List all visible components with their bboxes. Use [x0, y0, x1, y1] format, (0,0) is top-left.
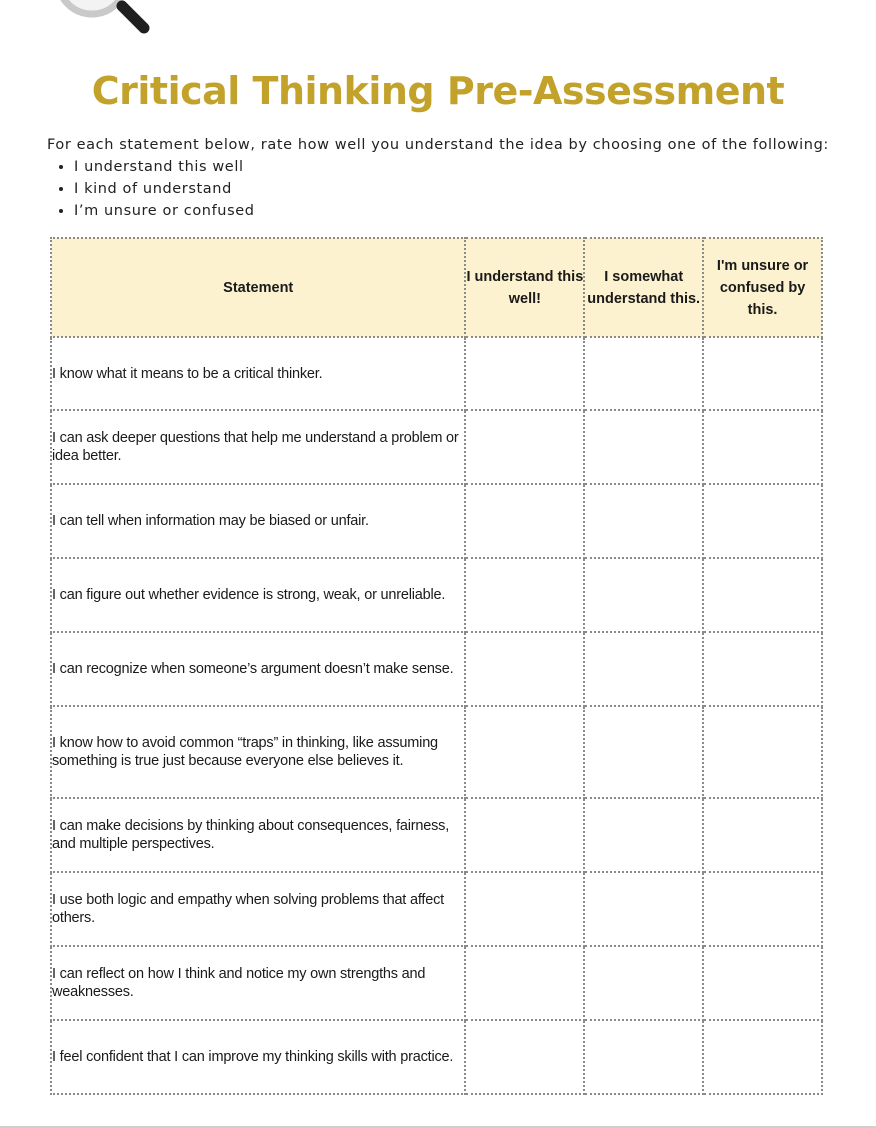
table-row	[51, 872, 822, 946]
rating-cell-somewhat[interactable]	[584, 410, 703, 484]
rating-cell-understand[interactable]	[465, 706, 584, 798]
magnifying-glass-icon	[40, 0, 160, 42]
statement-cell: I know how to avoid common “traps” in thinking, like assuming something is true just because everyone else believes it.	[51, 706, 465, 798]
statement-cell: I can tell when information may be biased or unfair.	[51, 484, 465, 558]
assessment-table	[50, 237, 823, 1095]
rating-cell-understand[interactable]	[465, 872, 584, 946]
header-statement: Statement	[51, 238, 465, 337]
table-row	[51, 632, 822, 706]
rating-cell-unsure[interactable]	[703, 484, 822, 558]
rating-cell-unsure[interactable]	[703, 798, 822, 872]
rating-cell-somewhat[interactable]	[584, 1020, 703, 1094]
rating-option: • I understand this well	[74, 156, 847, 178]
instructions-text: For each statement below, rate how well you understand the idea by choosing one of the following:	[47, 137, 829, 153]
header-understand: I understand this well!	[465, 238, 584, 337]
statement-cell: I feel confident that I can improve my thinking skills with practice.	[51, 1020, 465, 1094]
rating-cell-unsure[interactable]	[703, 1020, 822, 1094]
table-row	[51, 946, 822, 1020]
rating-cell-unsure[interactable]	[703, 872, 822, 946]
table-row	[51, 558, 822, 632]
table-row	[51, 337, 822, 410]
rating-cell-somewhat[interactable]	[584, 798, 703, 872]
rating-cell-unsure[interactable]	[703, 410, 822, 484]
table-row	[51, 484, 822, 558]
statement-cell: I use both logic and empathy when solving problems that affect others.	[51, 872, 465, 946]
statement-cell: I can reflect on how I think and notice my own strengths and weaknesses.	[51, 946, 465, 1020]
header-unsure: I'm unsure or confused by this.	[703, 238, 822, 337]
instructions	[47, 134, 847, 222]
rating-cell-somewhat[interactable]	[584, 632, 703, 706]
rating-option: • I kind of understand	[74, 178, 847, 200]
rating-cell-understand[interactable]	[465, 337, 584, 410]
statement-cell: I can recognize when someone’s argument doesn’t make sense.	[51, 632, 465, 706]
header-row	[51, 238, 822, 337]
rating-cell-understand[interactable]	[465, 798, 584, 872]
table-row	[51, 798, 822, 872]
rating-cell-understand[interactable]	[465, 484, 584, 558]
rating-cell-understand[interactable]	[465, 632, 584, 706]
rating-option: • I’m unsure or confused	[74, 200, 847, 222]
rating-cell-somewhat[interactable]	[584, 946, 703, 1020]
statement-cell: I can ask deeper questions that help me understand a problem or idea better.	[51, 410, 465, 484]
rating-cell-unsure[interactable]	[703, 632, 822, 706]
statement-cell: I can figure out whether evidence is strong, weak, or unreliable.	[51, 558, 465, 632]
table-row	[51, 1020, 822, 1094]
page-title: Critical Thinking Pre-Assessment	[91, 69, 785, 113]
rating-cell-understand[interactable]	[465, 946, 584, 1020]
rating-cell-unsure[interactable]	[703, 706, 822, 798]
statement-cell: I know what it means to be a critical thinker.	[51, 337, 465, 410]
rating-cell-unsure[interactable]	[703, 337, 822, 410]
rating-cell-somewhat[interactable]	[584, 706, 703, 798]
table-row	[51, 410, 822, 484]
rating-options-list	[47, 156, 847, 222]
rating-cell-understand[interactable]	[465, 1020, 584, 1094]
header-somewhat: I somewhat understand this.	[584, 238, 703, 337]
rating-cell-somewhat[interactable]	[584, 558, 703, 632]
rating-cell-somewhat[interactable]	[584, 484, 703, 558]
table-row	[51, 706, 822, 798]
rating-cell-unsure[interactable]	[703, 558, 822, 632]
rating-cell-understand[interactable]	[465, 558, 584, 632]
rating-cell-understand[interactable]	[465, 410, 584, 484]
rating-cell-somewhat[interactable]	[584, 337, 703, 410]
statement-cell: I can make decisions by thinking about consequences, fairness, and multiple perspectives.	[51, 798, 465, 872]
rating-cell-somewhat[interactable]	[584, 872, 703, 946]
rating-cell-unsure[interactable]	[703, 946, 822, 1020]
